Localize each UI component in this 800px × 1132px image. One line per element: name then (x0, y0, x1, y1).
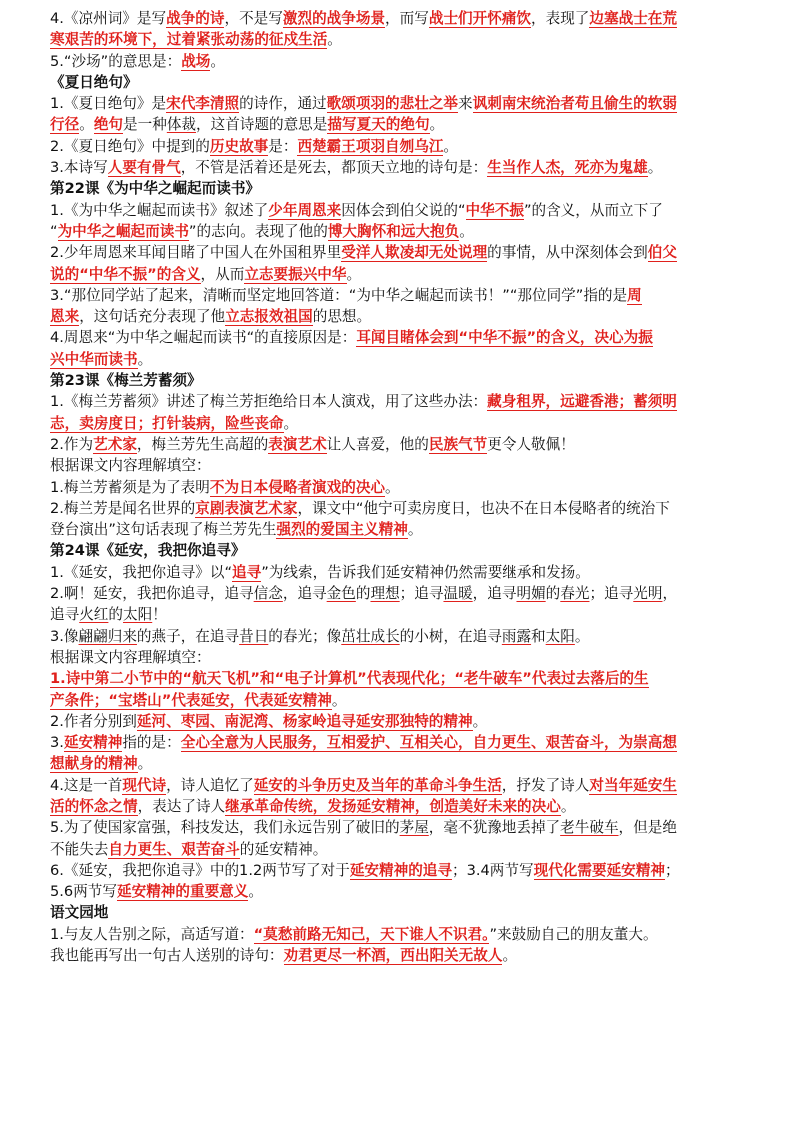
section-heading (50, 72, 780, 93)
text-line (50, 264, 780, 285)
line-text: ； (664, 861, 680, 879)
text-line (50, 732, 780, 753)
answer-highlight: 讽刺南宋统治者苟且偷生的软弱 (472, 95, 677, 113)
line-text: 语文园地 (50, 904, 109, 922)
line-text: ，表达了诗人 (137, 797, 226, 815)
line-text: 。 (137, 755, 153, 773)
text-line (50, 562, 780, 583)
line-text: ，而写 (385, 10, 429, 27)
line-text: 的燕子，在追寻 (136, 627, 240, 645)
line-text: 指的是： (122, 734, 181, 752)
answer-highlight: 恩来 (50, 308, 80, 326)
answer-highlight: 激烈的战争场景 (282, 10, 386, 27)
line-text: 的事情，从中深刻体会到 (487, 244, 648, 262)
line-text: 更令人敬佩！ (487, 435, 575, 453)
answer-highlight: 藏身租界，远避香港；蓄须明 (487, 393, 677, 411)
answer-highlight: 京剧表演艺术家 (195, 499, 298, 517)
answer-highlight: 延河、枣园、南泥湾、杨家岭追寻延安那独特的精神 (136, 712, 473, 730)
line-text: 。 (346, 265, 362, 283)
answer-highlight: 耳闻目睹体会到“中华不振”的含义，决心为振 (356, 329, 653, 347)
section-heading (50, 370, 780, 391)
line-text: ，课文中“他宁可卖房度日，也决不在日本侵略者的统治下 (297, 499, 670, 517)
answer-highlight: 艺术家 (93, 435, 137, 453)
line-text: ，不是写 (224, 10, 283, 27)
line-text: 2.啊！延安，我把你追寻，追寻 (50, 585, 254, 603)
text-line (50, 668, 780, 689)
line-text: 。 (472, 712, 488, 730)
line-text: 1.《延安，我把你追寻》以“ (50, 563, 233, 581)
line-text: ，诗人追忆了 (166, 776, 254, 794)
underlined-text: 光明 (633, 585, 663, 603)
line-text: ，梅兰芳先生高超的 (136, 435, 269, 453)
line-text: 2.作者分别到 (50, 712, 137, 730)
line-text: 。 (210, 52, 226, 70)
underlined-text: 太阳 (123, 606, 153, 624)
line-text: 5.“沙场”的意思是： (50, 52, 182, 70)
line-text: 4.《凉州词》是写 (50, 10, 167, 27)
line-text: “ (50, 222, 58, 240)
answer-highlight: 少年周恩来 (268, 201, 342, 219)
answer-highlight: 志，卖房度日；打针装病，险些丧命 (50, 414, 284, 432)
answer-highlight: 现代诗 (122, 776, 167, 794)
answer-highlight: 说的“中华不振”的含义 (50, 265, 201, 283)
line-text: ， (662, 585, 678, 603)
text-line (50, 327, 780, 348)
underlined-text: 老牛破车 (560, 819, 619, 837)
text-line (50, 626, 780, 647)
line-text: 。 (459, 222, 474, 240)
text-line (50, 349, 780, 370)
line-text: 6.《延安，我把你追寻》中的1.2两节写了对于 (50, 861, 350, 879)
line-text: 。 (331, 691, 347, 709)
line-text: ！ (152, 606, 167, 624)
line-text: 。 (283, 414, 299, 432)
line-text: 的思想。 (312, 308, 372, 326)
answer-highlight: 中华不振 (465, 201, 524, 219)
line-text: 不能失去 (50, 840, 109, 858)
text-line (50, 136, 780, 157)
line-text: 是一种 (123, 116, 167, 134)
line-text: 1.《为中华之崛起而读书》叙述了 (50, 201, 269, 219)
line-text: ”为线索，告诉我们延安精神仍然需要继承和发扬。 (261, 563, 590, 581)
answer-highlight: 劝君更尽一杯酒，西出阳关无故人 (283, 947, 503, 965)
line-text: 的春光；像 (268, 627, 342, 645)
line-text: ，但是绝 (618, 819, 677, 837)
answer-highlight: 自力更生、艰苦奋斗 (108, 840, 240, 858)
text-line (50, 753, 780, 774)
line-text: 2.少年周恩来耳闻目睹了中国人在外国租界里 (50, 244, 342, 262)
line-text: ，抒发了诗人 (501, 776, 590, 794)
line-text: 的诗作，通过 (239, 95, 327, 113)
underlined-text: 金色 (326, 585, 356, 603)
answer-highlight: 人要有骨气 (107, 159, 181, 177)
answer-highlight: 行径 (50, 116, 80, 134)
line-text: 1.梅兰芳蓄须是为了表明 (50, 478, 210, 496)
line-text: 。 (248, 883, 263, 901)
text-line (50, 796, 780, 817)
underlined-text: 体裁 (166, 116, 197, 134)
line-text: ”的含义，从而立下了 (523, 201, 663, 219)
underlined-text: 翩翩归来 (78, 627, 137, 645)
answer-highlight: 历史故事 (209, 137, 269, 155)
answer-highlight: 民族气节 (428, 435, 488, 453)
line-text: 2.梅兰芳是闻名世界的 (50, 499, 196, 517)
answer-highlight: 战争的诗 (166, 10, 225, 27)
answer-highlight: 描写夏天的绝句 (327, 116, 430, 134)
line-text: 根据课文内容理解填空： (50, 648, 211, 666)
answer-highlight: 绝句 (93, 116, 124, 134)
line-text: 来 (458, 95, 473, 113)
underlined-text: 昔日 (239, 627, 269, 645)
section-heading (50, 540, 780, 561)
answer-highlight: 继承革命传统，发扬延安精神，创造美好未来的决心 (225, 797, 561, 815)
answer-highlight: 1.诗中第二小节中的“航天飞机”和“电子计算机”代表现代化；“老牛破车”代表过去落后的生 (50, 670, 649, 688)
underlined-text: 明媚 (516, 585, 546, 603)
line-text: ，追寻 (472, 585, 517, 603)
text-line (50, 413, 780, 434)
answer-highlight: 全心全意为人民服务，互相爱护、互相关心，自力更生、艰苦奋斗，为崇高想 (180, 734, 677, 752)
line-text: 5.6两节写 (50, 883, 117, 901)
text-line (50, 306, 780, 327)
text-line (50, 29, 780, 50)
underlined-text: 信念 (253, 585, 283, 603)
underlined-text: 雨露 (501, 627, 532, 645)
line-text: 。 (385, 478, 400, 496)
text-line (50, 221, 780, 242)
text-line (50, 455, 780, 476)
line-text: 。 (502, 947, 518, 965)
line-text: ；追寻 (399, 585, 444, 603)
line-text: 是： (268, 137, 298, 155)
line-text: 。 (327, 31, 342, 49)
text-line (50, 881, 780, 902)
underlined-text: 理想 (370, 585, 400, 603)
line-text: 3.本诗写 (50, 159, 108, 177)
answer-highlight: 立志要振兴中华 (244, 265, 347, 283)
answer-highlight: 强烈的爱国主义精神 (276, 521, 408, 539)
answer-highlight: 追寻 (232, 563, 262, 581)
answer-highlight: 边塞战士在荒 (589, 10, 677, 27)
text-line (50, 391, 780, 412)
answer-highlight: 为中华之崛起而读书 (57, 222, 189, 240)
line-text: 1.《夏日绝句》是 (50, 95, 167, 113)
underlined-text: 茁壮成长 (341, 627, 400, 645)
text-line (50, 114, 780, 135)
text-line (50, 93, 780, 114)
line-text: 《夏日绝句》 (50, 73, 138, 91)
answer-highlight: 歌颂项羽的悲壮之举 (326, 95, 459, 113)
answer-highlight: 周 (627, 286, 642, 304)
line-text: ”的志向。表现了他的 (188, 222, 328, 240)
answer-highlight: 活的怀念之情 (50, 797, 138, 815)
answer-highlight: 宋代李清照 (166, 95, 240, 113)
answer-highlight: “莫愁前路无知己，天下谁人不识君。 (253, 925, 490, 943)
answer-highlight: 表演艺术 (268, 435, 327, 453)
answer-highlight: 延安精神的重要意义 (117, 883, 249, 901)
answer-highlight: 延安精神 (63, 734, 123, 752)
line-text: 和 (531, 627, 546, 645)
line-text: 3.像 (50, 627, 79, 645)
line-text: 的小树，在追寻 (399, 627, 502, 645)
line-text: 的 (108, 606, 124, 624)
line-text: 第22课《为中华之崛起而读书》 (50, 180, 261, 198)
answer-highlight: 想献身的精神 (50, 755, 138, 773)
line-text: 3. (50, 734, 64, 752)
answer-highlight: 寒艰苦的环境下，过着紧张动荡的征戍生活 (50, 31, 328, 49)
answer-highlight: 博大胸怀和远大抱负 (327, 222, 460, 240)
answer-highlight: 不为日本侵略者演戏的决心 (209, 478, 386, 496)
line-text: 。 (647, 159, 663, 177)
text-line (50, 711, 780, 732)
answer-highlight: 对当年延安生 (589, 776, 677, 794)
answer-highlight: 西楚霸王项羽自刎乌江 (297, 137, 444, 155)
line-text: 追寻 (50, 606, 80, 624)
text-line (50, 817, 780, 838)
text-line (50, 434, 780, 455)
line-text: 。 (560, 797, 576, 815)
answer-highlight: 现代化需要延安精神 (533, 861, 665, 879)
line-text: 5.为了使国家富强，科技发达，我们永远告别了破旧的 (50, 819, 400, 837)
text-line (50, 583, 780, 604)
line-text: 4.周恩来“为中华之崛起而读书“的直接原因是： (50, 329, 357, 347)
line-text: 第23课《梅兰芳蓄须》 (50, 372, 202, 390)
section-heading (50, 902, 780, 923)
line-text: 我也能再写出一句古人送别的诗句： (50, 947, 284, 965)
text-line (50, 775, 780, 796)
line-text: ，从而 (200, 265, 245, 283)
line-text: 。 (79, 116, 94, 134)
line-text: 第24课《延安，我把你追寻》 (50, 542, 246, 560)
line-text: ，这首诗题的意思是 (196, 116, 328, 134)
line-text: 根据课文内容理解填空： (50, 457, 211, 475)
line-text: 。 (574, 627, 590, 645)
line-text: 。 (429, 116, 445, 134)
text-line (50, 242, 780, 263)
line-text: 2.《夏日绝句》中提到的 (50, 137, 210, 155)
line-text: 的 (545, 585, 561, 603)
answer-highlight: 受洋人欺凌却无处说理 (341, 244, 488, 262)
text-line (50, 690, 780, 711)
line-text: 1.《梅兰芳蓄须》讲述了梅兰芳拒绝给日本人演戏，用了这些办法： (50, 393, 488, 411)
line-text: 登台演出”这句话表现了梅兰芳先生 (50, 521, 277, 539)
line-text: ，表现了 (531, 10, 590, 27)
text-line (50, 519, 780, 540)
line-text: ；3.4两节写 (452, 861, 534, 879)
answer-highlight: 战场 (181, 52, 211, 70)
text-line (50, 604, 780, 625)
text-line (50, 647, 780, 668)
line-text: 2.作为 (50, 435, 94, 453)
answer-highlight: 伯父 (647, 244, 677, 262)
line-text: ；追寻 (589, 585, 634, 603)
line-text: ，毫不犹豫地丢掉了 (428, 819, 561, 837)
line-text: 。 (407, 521, 423, 539)
text-line (50, 200, 780, 221)
text-line (50, 498, 780, 519)
underlined-text: 春光 (560, 585, 590, 603)
underlined-text: 太阳 (545, 627, 575, 645)
section-heading (50, 178, 780, 199)
line-text: ，追寻 (282, 585, 327, 603)
text-line (50, 924, 780, 945)
underlined-text: 温暖 (443, 585, 473, 603)
answer-highlight: 产条件；“宝塔山”代表延安，代表延安精神 (50, 691, 332, 709)
line-text: 因体会到伯父说的“ (341, 201, 466, 219)
underlined-text: 茅屋 (399, 819, 429, 837)
line-text: 让人喜爱，他的 (326, 435, 429, 453)
line-text: 的 (355, 585, 371, 603)
line-text: ，这句话充分表现了他 (79, 308, 226, 326)
text-line (50, 285, 780, 306)
answer-highlight: 延安的斗争历史及当年的革命斗争生活 (253, 776, 502, 794)
line-text: ，不管是活着还是死去，都顶天立地的诗句是： (180, 159, 488, 177)
line-text: 。 (443, 137, 459, 155)
line-text: 4.这是一首 (50, 776, 123, 794)
line-text: 1.与友人告别之际，高适写道： (50, 925, 254, 943)
text-line (50, 51, 780, 72)
underlined-text: 火红 (79, 606, 109, 624)
line-text: 的延安精神。 (239, 840, 328, 858)
answer-highlight: 延安精神的追寻 (349, 861, 452, 879)
line-text: ”来鼓励自己的朋友董大。 (489, 925, 658, 943)
answer-highlight: 兴中华而读书 (50, 350, 138, 368)
answer-highlight: 立志报效祖国 (225, 308, 313, 326)
text-line (50, 8, 780, 29)
text-line (50, 839, 780, 860)
answer-highlight: 战士们开怀痛饮 (428, 10, 532, 27)
text-line (50, 477, 780, 498)
answer-highlight: 生当作人杰，死亦为鬼雄 (487, 159, 648, 177)
line-text: 。 (137, 350, 153, 368)
text-line (50, 860, 780, 881)
text-line (50, 945, 780, 966)
text-line (50, 157, 780, 178)
line-text: 3.“那位同学站了起来，清晰而坚定地回答道：“为中华之崛起而读书！”“那位同学”指的是 (50, 286, 628, 304)
